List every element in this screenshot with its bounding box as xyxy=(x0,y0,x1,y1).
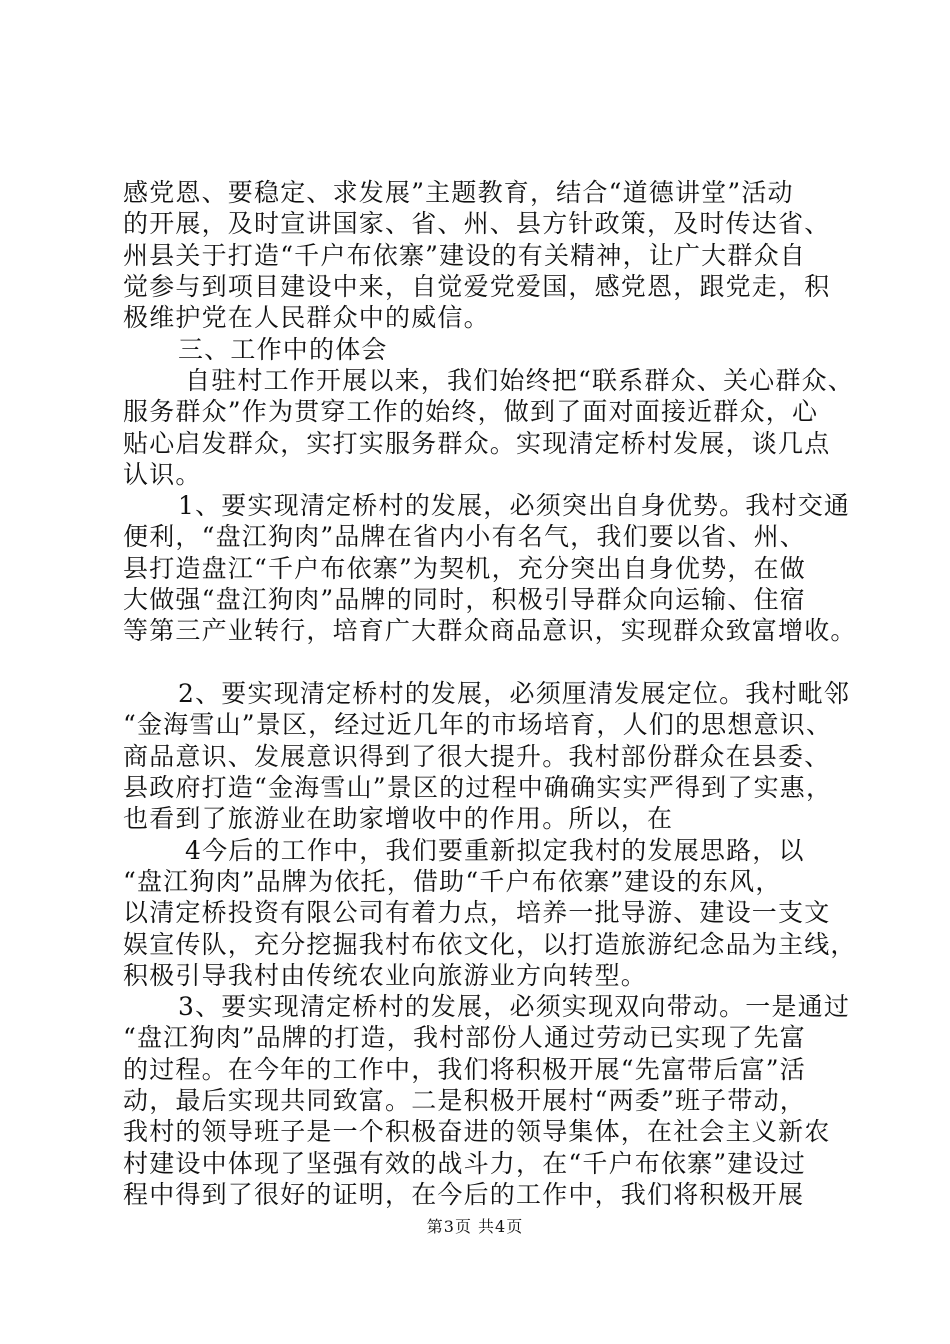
page-number-footer: 第3页 共4页 xyxy=(426,1217,524,1236)
text-line: 2、要实现清定桥村的发展，必须厘清发展定位。我村毗邻 xyxy=(178,679,851,708)
text-line: 商品意识、发展意识得到了很大提升。我村部份群众在县委、 xyxy=(123,742,831,771)
text-line: 也看到了旅游业在助家增收中的作用。所以，在 xyxy=(123,804,674,833)
text-line: 县打造盘江“千户布依寨”为契机，充分突出自身优势，在做 xyxy=(123,554,806,583)
text-line: 村建设中体现了坚强有效的战斗力，在“千户布依寨”建设过 xyxy=(123,1149,806,1178)
text-line: 以清定桥投资有限公司有着力点，培养一批导游、建设一支文 xyxy=(123,898,831,927)
text-line: “金海雪山”景区，经过近几年的市场培育，人们的思想意识、 xyxy=(123,710,833,739)
text-line: 3、要实现清定桥村的发展，必须实现双向带动。一是通过 xyxy=(178,992,851,1021)
text-line: 自驻村工作开展以来，我们始终把“联系群众、关心群众、 xyxy=(185,366,854,395)
text-line: 4今后的工作中，我们要重新拟定我村的发展思路，以 xyxy=(185,836,805,865)
text-line: 极维护党在人民群众中的威信。 xyxy=(123,303,490,332)
text-line: 的开展，及时宣讲国家、省、州、县方针政策，及时传达省、 xyxy=(123,209,831,238)
text-line: “盘江狗肉”品牌为依托，借助“千户布依寨”建设的东风， xyxy=(123,867,782,896)
text-line: 大做强“盘江狗肉”品牌的同时，积极引导群众向运输、住宿 xyxy=(123,585,806,614)
text-line: 觉参与到项目建设中来，自觉爱党爱国，感党恩，跟党走，积 xyxy=(123,272,831,301)
text-line: 我村的领导班子是一个积极奋进的领导集体，在社会主义新农 xyxy=(123,1117,831,1146)
text-line: 服务群众”作为贯穿工作的始终，做到了面对面接近群众，心 xyxy=(123,397,819,426)
text-line: 程中得到了很好的证明，在今后的工作中，我们将积极开展 xyxy=(123,1180,805,1209)
text-line: 州县关于打造“千户布依寨”建设的有关精神，让广大群众自 xyxy=(123,241,806,270)
section-heading: 三、工作中的体会 xyxy=(178,335,388,364)
text-line: 感党恩、要稳定、求发展”主题教育，结合“道德讲堂”活动 xyxy=(123,178,794,207)
text-line: 动，最后实现共同致富。二是积极开展村“两委”班子带动， xyxy=(123,1086,806,1115)
text-line: 贴心启发群众，实打实服务群众。实现清定桥村发展，谈几点 xyxy=(123,429,831,458)
text-line: 的过程。在今年的工作中，我们将积极开展“先富带后富”活 xyxy=(123,1055,806,1084)
text-line: 积极引导我村由传统农业向旅游业方向转型。 xyxy=(123,961,648,990)
text-line: 等第三产业转行，培育广大群众商品意识，实现群众致富增收。 xyxy=(123,616,857,645)
text-line: 1、要实现清定桥村的发展，必须突出自身优势。我村交通 xyxy=(178,491,851,520)
text-line: 便利，“盘江狗肉”品牌在省内小有名气，我们要以省、州、 xyxy=(123,522,806,551)
text-line: 娱宣传队，充分挖掘我村布依文化，以打造旅游纪念品为主线， xyxy=(123,930,857,959)
text-line: “盘江狗肉”品牌的打造，我村部份人通过劳动已实现了先富 xyxy=(123,1023,806,1052)
text-line: 认识。 xyxy=(123,460,202,489)
text-line: 县政府打造“金海雪山”景区的过程中确确实实严得到了实惠， xyxy=(123,773,833,802)
